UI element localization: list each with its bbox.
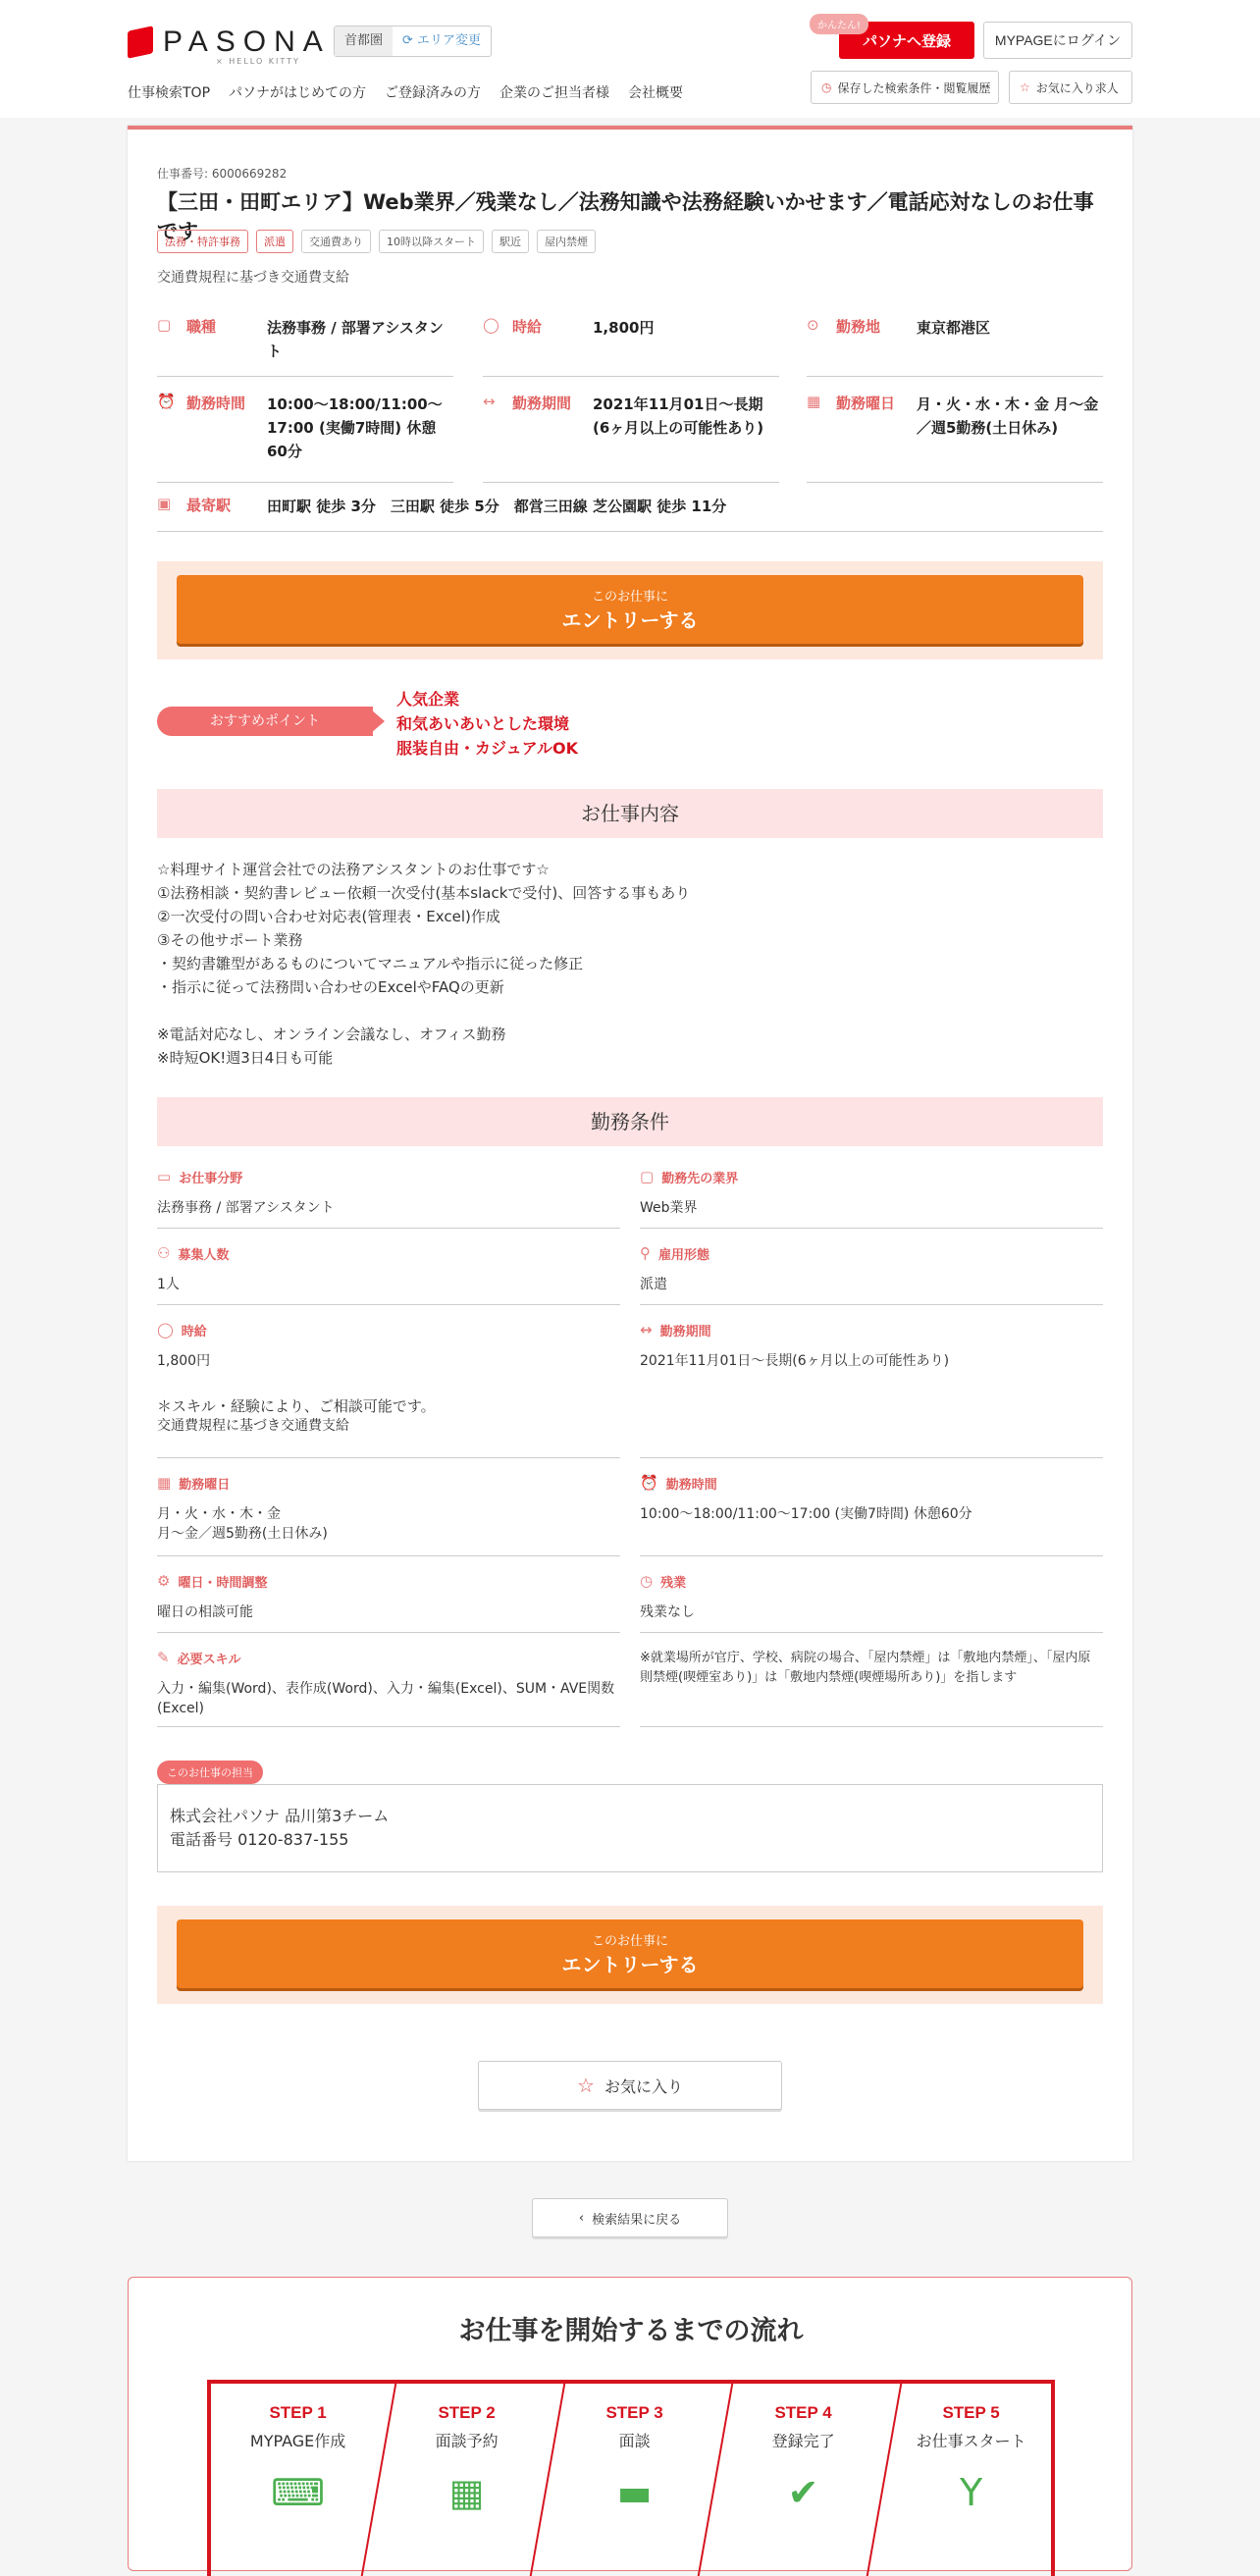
tanto-box xyxy=(157,1784,1103,1872)
cond-value: 残業なし xyxy=(640,1604,695,1620)
cond-bunya: ▭ お仕事分野 法務事務 / 部署アシスタント xyxy=(157,1168,620,1229)
flow-step-3: STEP 3 面談 ▬ xyxy=(531,2384,733,2576)
entry-box-top xyxy=(157,561,1103,659)
tag-employment: 派遣 xyxy=(256,230,293,253)
job-number: 仕事番号: 6000669282 xyxy=(157,167,288,181)
spec-shokushu xyxy=(157,316,453,377)
nav-item-first-time[interactable]: パソナがはじめての方 xyxy=(229,85,367,101)
nav-item-registered[interactable]: ご登録済みの方 xyxy=(385,85,482,101)
desc-line: ※時短OK!週3日4日も可能 xyxy=(157,1049,334,1067)
cond-jikan: ⏰ 勤務時間 10:00～18:00/11:00～17:00 (実働7時間) 休憩60分 xyxy=(640,1474,1103,1556)
flow-section xyxy=(128,2277,1132,2571)
spec-value: 1,800円 xyxy=(593,319,655,337)
job-detail-card xyxy=(128,126,1132,2161)
desc-line: ※電話対応なし、オンライン会議なし、オフィス勤務 xyxy=(157,1025,506,1043)
spec-label: 勤務時間 xyxy=(186,394,246,412)
arrows-horizontal-icon: ↔ xyxy=(483,393,496,410)
cond-value: Web業界 xyxy=(640,1200,698,1216)
cond-value: 1人 xyxy=(157,1277,180,1292)
pasona-logo[interactable] xyxy=(128,26,331,66)
tag-smoking: 屋内禁煙 xyxy=(537,230,596,253)
spec-value: 法務事務 / 部署アシスタント xyxy=(267,319,444,360)
star-icon: ☆ xyxy=(1020,80,1030,94)
tag-station: 駅近 xyxy=(492,230,529,253)
alarm-clock-icon: ⏰ xyxy=(640,1474,658,1492)
section-conditions: 勤務条件 xyxy=(157,1097,1103,1146)
calendar-icon: ▦ xyxy=(157,1474,172,1492)
person-cheer-icon: Y xyxy=(960,2471,983,2514)
cond-ninzu: ⚇ 募集人数 1人 xyxy=(157,1244,620,1305)
desc-line: ☆料理サイト運営会社での法務アシスタントのお仕事です☆ xyxy=(157,861,550,878)
spec-value: 田町駅 徒歩 3分 三田駅 徒歩 5分 都営三田線 芝公園駅 徒歩 11分 xyxy=(267,498,727,515)
entry-box-bottom xyxy=(157,1906,1103,2004)
spec-jikan xyxy=(157,393,453,483)
spec-label: 勤務期間 xyxy=(512,394,572,412)
spec-label: 職種 xyxy=(186,318,217,336)
cond-value: ※就業場所が官庁、学校、病院の場合、「屋内禁煙」は「敷地内禁煙」、「屋内原則禁煙(喫煙室あり)」は「敷地内禁煙(喫煙場所あり)」を指します xyxy=(640,1651,1091,1685)
nav-item-corporate[interactable]: 企業のご担当者様 xyxy=(499,85,610,101)
cond-skill: ✎ 必要スキル 入力・編集(Word)、表作成(Word)、入力・編集(Excel)、SUM・AVE関数(Excel) xyxy=(157,1649,620,1727)
cond-value: 入力・編集(Word)、表作成(Word)、入力・編集(Excel)、SUM・AVE関数(Excel) xyxy=(157,1681,615,1716)
cond-jikyu: ◯ 時給 1,800円 ＊スキル・経験により、ご相談可能です。 交通費規程に基づき交通費支給 xyxy=(157,1321,620,1458)
cond-note: 交通費規程に基づき交通費支給 xyxy=(157,1418,349,1434)
timer-icon: ◷ xyxy=(640,1572,654,1590)
star-icon: ☆ xyxy=(577,2074,595,2097)
flow-steps xyxy=(207,2380,1055,2576)
flow-step-1: STEP 1 MYPAGE作成 ⌨ xyxy=(194,2384,396,2576)
desc-line: ①法務相談・契約書レビュー依頼一次受付(基本slackで受付)、回答する事もあり xyxy=(157,884,691,902)
transport-note: 交通費規程に基づき交通費支給 xyxy=(157,270,349,286)
chat-bubble-icon: ▬ xyxy=(616,2471,653,2514)
flow-step-5: STEP 5 お仕事スタート Y xyxy=(867,2384,1068,2576)
favorite-jobs-button[interactable] xyxy=(1009,71,1132,104)
site-header xyxy=(0,0,1260,118)
cond-value: 2021年11月01日～長期(6ヶ月以上の可能性あり) xyxy=(640,1353,950,1369)
desc-line xyxy=(157,999,690,1023)
cond-keitai: ⚲ 雇用形態 派遣 xyxy=(640,1244,1103,1305)
recommend-tag: おすすめポイント xyxy=(157,707,373,736)
job-tags xyxy=(157,230,1103,253)
briefcase-icon: ▢ xyxy=(157,316,172,334)
desc-line: ・契約書雛型があるものについてマニュアルや指示に従った修正 xyxy=(157,955,584,973)
alarm-clock-icon: ⏰ xyxy=(157,393,176,410)
tanto-name: 株式会社パソナ 品川第3チーム xyxy=(170,1807,390,1825)
calendar-icon: ▦ xyxy=(448,2471,485,2514)
job-title: 【三田・田町エリア】Web業界／残業なし／法務知識や法務経験いかせます／電話応対なしのお仕事です xyxy=(157,190,1094,243)
money-bag-icon: ◯ xyxy=(157,1321,174,1339)
recommend-list xyxy=(396,687,578,761)
cond-chosei: ⚙ 曜日・時間調整 曜日の相談可能 xyxy=(157,1572,620,1633)
cond-zangyo: ◷ 残業 残業なし xyxy=(640,1572,1103,1633)
calendar-icon: ▦ xyxy=(807,393,821,410)
nav-item-search-top[interactable]: 仕事検索TOP xyxy=(128,85,211,101)
saved-search-button[interactable] xyxy=(811,71,999,104)
register-button[interactable]: パソナへ登録 xyxy=(839,22,974,59)
clock-icon: ◷ xyxy=(821,80,832,94)
spec-label: 勤務地 xyxy=(836,318,881,336)
logo-mark-icon xyxy=(128,26,153,59)
gear-icon: ⚙ xyxy=(157,1572,171,1590)
refresh-icon: ⟳ xyxy=(402,33,418,48)
spec-label: 時給 xyxy=(512,318,543,336)
spec-value: 月・火・水・木・金 月～金／週5勤務(土日休み) xyxy=(917,395,1099,437)
cond-smoking-note xyxy=(640,1649,1103,1727)
person-icon: ⚲ xyxy=(640,1244,651,1262)
pencil-icon: ✎ xyxy=(157,1649,170,1666)
main-nav xyxy=(128,82,683,102)
spec-value: 10:00～18:00/11:00～17:00 (実働7時間) 休憩60分 xyxy=(267,395,443,460)
mypage-login-button[interactable]: MYPAGEにログイン xyxy=(983,22,1132,59)
job-description xyxy=(157,858,690,1070)
logo-subtitle: × HELLO KITTY xyxy=(216,57,300,66)
add-favorite-button[interactable] xyxy=(478,2061,782,2110)
spec-kikan xyxy=(483,393,779,483)
cond-value: 10:00～18:00/11:00～17:00 (実働7時間) 休憩60分 xyxy=(640,1506,972,1522)
area-change-link[interactable]: ⟳ エリア変更 xyxy=(402,33,482,48)
cond-value: 派遣 xyxy=(640,1277,667,1292)
book-icon: ▭ xyxy=(157,1168,172,1185)
recommend-item: 服装自由・カジュアルOK xyxy=(396,739,579,758)
spec-value: 東京都港区 xyxy=(917,319,991,337)
people-icon: ⚇ xyxy=(157,1244,171,1262)
nav-item-company[interactable]: 会社概要 xyxy=(628,85,684,101)
cond-note: ＊スキル・経験により、ご相談可能です。 xyxy=(157,1397,436,1415)
desc-line: ②一次受付の問い合わせ対応表(管理表・Excel)作成 xyxy=(157,908,500,925)
register-badge: かんたん! xyxy=(810,14,868,34)
area-pref: 首都圏 xyxy=(335,26,393,56)
cond-gyokai: ▢ 勤務先の業界 Web業界 xyxy=(640,1168,1103,1229)
register-wrap xyxy=(817,21,974,59)
chevron-left-icon: ‹ xyxy=(578,2210,585,2226)
tag-transport: 交通費あり xyxy=(301,230,371,253)
location-pin-icon: ⊙ xyxy=(807,316,819,334)
train-icon: ▣ xyxy=(157,495,172,512)
spec-youbi xyxy=(807,393,1103,483)
desc-line: ③その他サポート業務 xyxy=(157,931,303,949)
add-favorite-label: お気に入り xyxy=(604,2077,683,2096)
spec-value: 2021年11月01日～長期(6ヶ月以上の可能性あり) xyxy=(593,395,764,437)
cond-value: 月～金／週5勤務(土日休み) xyxy=(157,1526,328,1542)
entry-button-top[interactable]: このお仕事に エントリーする xyxy=(177,575,1083,644)
tag-start-time: 10時以降スタート xyxy=(379,230,484,253)
cond-kikan: ↔ 勤務期間 2021年11月01日～長期(6ヶ月以上の可能性あり) xyxy=(640,1321,1103,1458)
spec-label: 最寄駅 xyxy=(186,497,232,514)
desc-line: ・指示に従って法務問い合わせのExcelやFAQの更新 xyxy=(157,978,504,996)
spec-kinmuchi xyxy=(807,316,1103,377)
checkmark-icon: ✔ xyxy=(787,2471,819,2514)
entry-button-bottom[interactable]: このお仕事に エントリーする xyxy=(177,1919,1083,1988)
flow-step-4: STEP 4 登録完了 ✔ xyxy=(700,2384,902,2576)
cond-value: 1,800円 xyxy=(157,1353,211,1369)
cond-youbi: ▦ 勤務曜日 月・火・水・木・金 月～金／週5勤務(土日休み) xyxy=(157,1474,620,1556)
favorite-jobs-label: お気に入り求人 xyxy=(1035,80,1119,95)
cond-value: 曜日の相談可能 xyxy=(157,1604,253,1620)
arrows-horizontal-icon: ↔ xyxy=(640,1321,653,1339)
saved-search-label: 保存した検索条件・閲覧履歴 xyxy=(837,80,991,95)
flow-step-2: STEP 2 面談予約 ▦ xyxy=(362,2384,564,2576)
briefcase-icon: ▢ xyxy=(640,1168,655,1185)
tanto-tel: 電話番号 0120-837-155 xyxy=(170,1830,349,1849)
recommend-item: 人気企業 xyxy=(396,690,460,709)
spec-eki xyxy=(157,495,1103,532)
tag-category: 法務・特許事務 xyxy=(157,230,248,253)
flow-title: お仕事を開始するまでの流れ xyxy=(458,2316,804,2346)
desk-pc-icon: ⌨ xyxy=(271,2471,326,2514)
area-selector xyxy=(334,26,492,57)
spec-jikyu xyxy=(483,316,779,377)
spec-label: 勤務曜日 xyxy=(836,394,896,412)
back-label: 検索結果に戻る xyxy=(592,2212,682,2228)
recommend-item: 和気あいあいとした環境 xyxy=(396,714,570,733)
section-job-content: お仕事内容 xyxy=(157,789,1103,838)
tanto-badge: このお仕事の担当 xyxy=(157,1761,263,1784)
cond-value: 法務事務 / 部署アシスタント xyxy=(157,1200,335,1216)
money-bag-icon: ◯ xyxy=(483,316,499,334)
cond-value: 月・火・水・木・金 xyxy=(157,1506,281,1522)
back-to-results-button[interactable] xyxy=(532,2198,728,2237)
logo-text: PASONA xyxy=(163,26,331,58)
